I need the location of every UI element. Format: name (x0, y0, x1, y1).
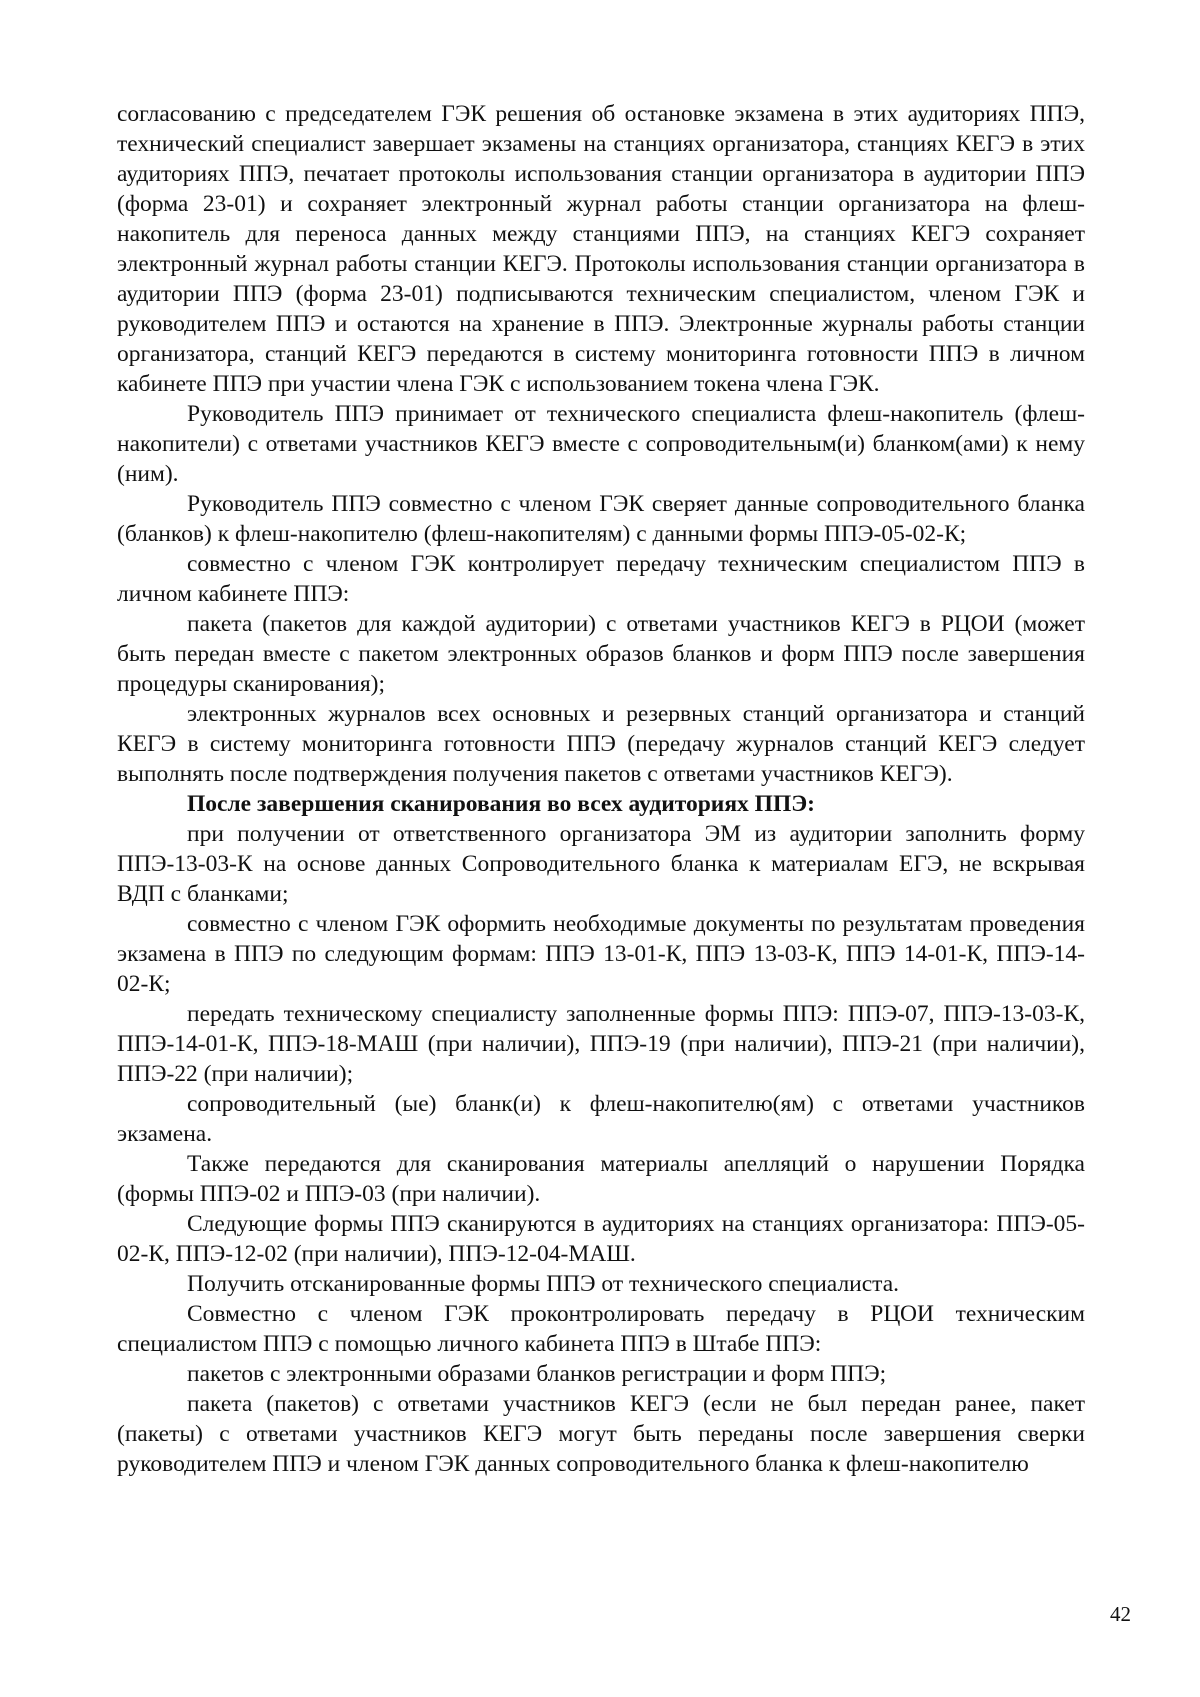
paragraph: Следующие формы ППЭ сканируются в аудиториях на станциях организатора: ППЭ-05-02-К, ППЭ-12-02 (при наличии), ППЭ-12-04-МАШ. (117, 1211, 1085, 1267)
section-heading: После завершения сканирования во всех аудиториях ППЭ: (187, 791, 816, 817)
paragraph: пакетов с электронными образами бланков регистрации и форм ППЭ; (187, 1361, 887, 1387)
paragraph: совместно с членом ГЭК оформить необходимые документы по результатам проведения экзамена в ППЭ по следующим формам: ППЭ 13-01-К, ППЭ 13-03-К, ППЭ 14-01-К, ППЭ-14-02-К; (117, 911, 1085, 997)
paragraph: Получить отсканированные формы ППЭ от технического специалиста. (187, 1271, 900, 1297)
paragraph: согласованию с председателем ГЭК решения об остановке экзамена в этих аудиториях ППЭ, технический специалист завершает экзамены на станциях организатора, станциях КЕГЭ в этих аудиториях ППЭ, печатает протоколы использования станции организатора в аудитории ППЭ (форма 23-01) и сохраняет электронный журнал работы станции организатора на флеш-накопитель для переноса данных между станциями ППЭ, на станциях КЕГЭ сохраняет электронный журнал работы станции КЕГЭ. Протоколы использования станции организатора в аудитории ППЭ (форма 23-01) подписываются техническим специалистом, членом ГЭК и руководителем ППЭ и остаются на хранение в ППЭ. Электронные журналы работы станции организатора, станций КЕГЭ передаются в систему мониторинга готовности ППЭ в личном кабинете ППЭ при участии члена ГЭК с использованием токена члена ГЭК. (117, 101, 1085, 397)
paragraph: электронных журналов всех основных и резервных станций организатора и станций КЕГЭ в систему мониторинга готовности ППЭ (передачу журналов станций КЕГЭ следует выполнять после подтверждения получения пакетов с ответами участников КЕГЭ). (117, 701, 1085, 787)
paragraph: пакета (пакетов) с ответами участников КЕГЭ (если не был передан ранее, пакет (пакеты) с ответами участников КЕГЭ могут быть переданы после завершения сверки руководителем ППЭ и членом ГЭК данных сопроводительного бланка к флеш-накопителю (117, 1391, 1085, 1477)
paragraph: Руководитель ППЭ совместно с членом ГЭК сверяет данные сопроводительного бланка (бланков) к флеш-накопителю (флеш-накопителям) с данными формы ППЭ-05-02-К; (117, 491, 1085, 547)
paragraph: при получении от ответственного организатора ЭМ из аудитории заполнить форму ППЭ-13-03-К на основе данных Сопроводительного бланка к материалам ЕГЭ, не вскрывая ВДП с бланками; (117, 821, 1085, 907)
paragraph: Руководитель ППЭ принимает от технического специалиста флеш-накопитель (флеш-накопители) с ответами участников КЕГЭ вместе с сопроводительным(и) бланком(ами) к нему (ним). (117, 401, 1085, 487)
paragraph: сопроводительный (ые) бланк(и) к флеш-накопителю(ям) с ответами участников экзамена. (117, 1091, 1085, 1147)
document-body (117, 99, 1085, 1479)
paragraph: Совместно с членом ГЭК проконтролировать передачу в РЦОИ техническим специалистом ППЭ с помощью личного кабинета ППЭ в Штабе ППЭ: (117, 1301, 1085, 1357)
page-number: 42 (1110, 1602, 1131, 1626)
paragraph: пакета (пакетов для каждой аудитории) с ответами участников КЕГЭ в РЦОИ (может быть передан вместе с пакетом электронных образов бланков и форм ППЭ после завершения процедуры сканирования); (117, 611, 1085, 697)
paragraph: Также передаются для сканирования материалы апелляций о нарушении Порядка (формы ППЭ-02 и ППЭ-03 (при наличии). (117, 1151, 1085, 1207)
paragraph: совместно с членом ГЭК контролирует передачу техническим специалистом ППЭ в личном кабинете ППЭ: (117, 551, 1085, 607)
paragraph: передать техническому специалисту заполненные формы ППЭ: ППЭ-07, ППЭ-13-03-К, ППЭ-14-01-К, ППЭ-18-МАШ (при наличии), ППЭ-19 (при наличии), ППЭ-21 (при наличии), ППЭ-22 (при наличии); (117, 1001, 1085, 1087)
